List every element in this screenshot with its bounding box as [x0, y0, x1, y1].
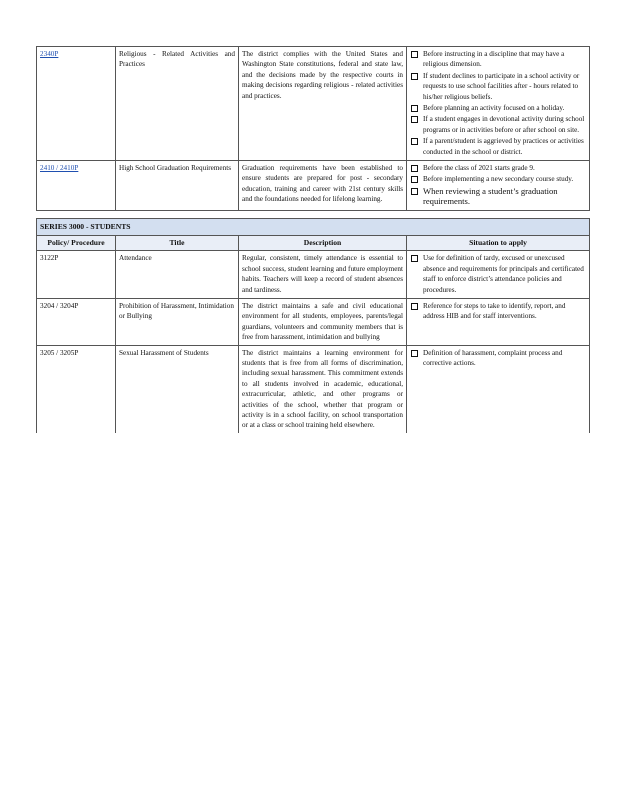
policy-title-cell: Religious - Related Activities and Practices — [116, 47, 239, 161]
policy-code-cell — [37, 47, 116, 161]
policy-situation-cell — [407, 298, 590, 345]
situation-list — [410, 348, 586, 369]
policy-link-2340p[interactable]: 2340P — [40, 50, 59, 58]
series-heading: SERIES 3000 - STUDENTS — [37, 218, 590, 235]
policy-description-cell: The district maintains a safe and civil educational environment for all students, employees, parents/legal guardians, volunteers and community members that is free from harassment, intimidation and bullying — [239, 298, 407, 345]
situation-item: Definition of harassment, complaint process and corrective actions. — [410, 348, 586, 369]
policy-title-cell: Sexual Harassment of Students — [116, 345, 239, 433]
situation-item: If a parent/student is aggrieved by practices or activities conducted in the school or district. — [410, 136, 586, 157]
situation-item: Before instructing in a discipline that may have a religious dimension. — [410, 49, 586, 70]
table-row — [37, 298, 590, 345]
table-row — [37, 345, 590, 433]
situation-item: When reviewing a student’s graduation requirements. — [410, 186, 586, 207]
situation-list — [410, 301, 586, 322]
column-header-row — [37, 236, 590, 251]
situation-item: If a student engages in devotional activity during school programs or in activities before or after school on site. — [410, 114, 586, 135]
policy-description-cell: The district complies with the United States and Washington State constitutions, federal and state law, and the decisions made by the respective courts in making decisions regarding religious - related activities and practices. — [239, 47, 407, 161]
situation-list — [410, 163, 586, 207]
table-row — [37, 161, 590, 211]
policy-situation-cell — [407, 47, 590, 161]
table-row — [37, 251, 590, 299]
policy-table-continued — [36, 46, 590, 211]
policy-title-cell: High School Graduation Requirements — [116, 161, 239, 211]
policy-code-cell — [37, 161, 116, 211]
policy-situation-cell — [407, 251, 590, 299]
policy-description-cell: The district maintains a learning environment for students that is free from all forms of discrimination, including sexual harassment. This commitment extends to all students involved in academic, educational, extracurricular, athletic, and other programs or activities of the school, whether that program or activity is in a school facility, on school transportation or at a class or school training held elsewhere. — [239, 345, 407, 433]
situation-item: Reference for steps to take to identify, report, and address HIB and for staff interventions. — [410, 301, 586, 322]
column-header-description: Description — [239, 236, 407, 251]
policy-link-2410[interactable]: 2410 / 2410P — [40, 164, 79, 173]
situation-item: If student declines to participate in a school activity or requests to use school facilities after - hours related to his/her religious beliefs. — [410, 71, 586, 102]
policy-situation-cell — [407, 345, 590, 433]
policy-code-cell: 3122P — [37, 251, 116, 299]
situation-item: Before the class of 2021 starts grade 9. — [410, 163, 586, 173]
column-header-policy: Policy/ Procedure — [37, 236, 116, 251]
policy-document-page — [36, 46, 589, 433]
column-header-situation: Situation to apply — [407, 236, 590, 251]
situation-item: Before planning an activity focused on a holiday. — [410, 103, 586, 113]
series-heading-row — [37, 218, 590, 235]
policy-code-cell: 3204 / 3204P — [37, 298, 116, 345]
policy-title-cell: Prohibition of Harassment, Intimidation or Bullying — [116, 298, 239, 345]
policy-code-cell: 3205 / 3205P — [37, 345, 116, 433]
series-3000-table — [36, 218, 590, 433]
situation-item: Use for definition of tardy, excused or unexcused absence and requirements for principals and certificated staff to enforce district’s attendance policies and procedures. — [410, 253, 586, 295]
situation-list — [410, 253, 586, 295]
table-row — [37, 47, 590, 161]
policy-description-cell: Graduation requirements have been established to ensure students are prepared for post - secondary education, training and career with 21st century skills and the foundations needed for lifelong learning. — [239, 161, 407, 211]
situation-list — [410, 49, 586, 157]
situation-item: Before implementing a new secondary course study. — [410, 174, 586, 184]
policy-title-cell: Attendance — [116, 251, 239, 299]
policy-description-cell: Regular, consistent, timely attendance is essential to school success, student learning and future employment habits. Teachers will keep a record of student absences and tardiness. — [239, 251, 407, 299]
column-header-title: Title — [116, 236, 239, 251]
policy-situation-cell — [407, 161, 590, 211]
